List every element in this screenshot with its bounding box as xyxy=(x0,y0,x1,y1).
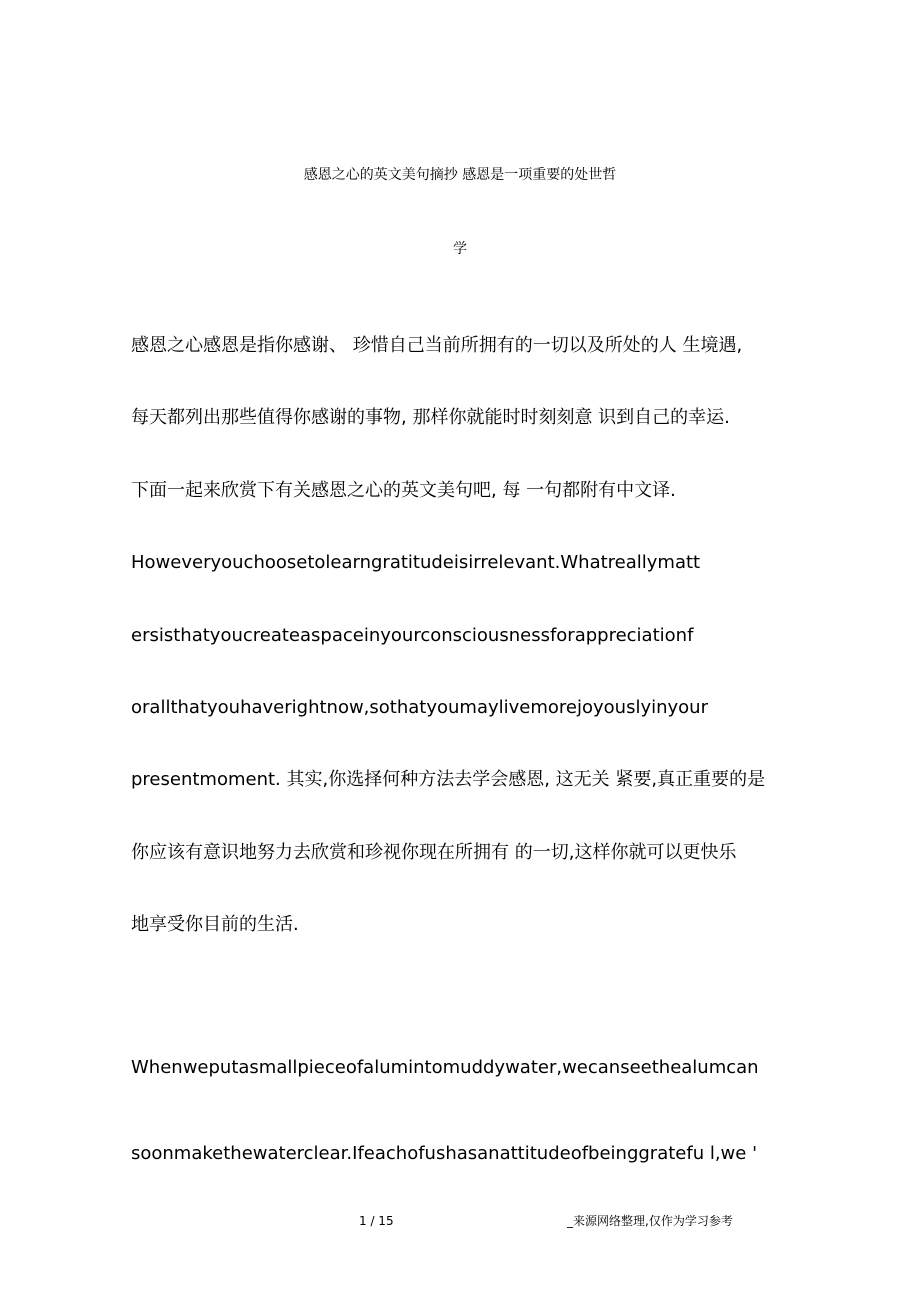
document-title-line-2: 学 xyxy=(453,241,467,257)
body-line: 感恩之心感恩是指你感谢、 珍惜自己当前所拥有的一切以及所处的人 生境遇, xyxy=(131,335,743,356)
body-line: orallthatyouhaverightnow,sothatyoumaylivemorejoyouslyinyour xyxy=(131,697,708,718)
body-line: 地享受你目前的生活. xyxy=(131,914,299,935)
body-line: soonmakethewaterclear.Ifeachofushasanattitudeofbeinggratefu l,we ' xyxy=(131,1143,758,1164)
body-line: presentmoment. 其实,你选择何种方法去学会感恩, 这无关 紧要,真正重要的是 xyxy=(131,769,766,790)
body-line: 每天都列出那些值得你感谢的事物, 那样你就能时时刻刻意 识到自己的幸运. xyxy=(131,407,730,428)
body-line: 你应该有意识地努力去欣赏和珍视你现在所拥有 的一切,这样你就可以更快乐 xyxy=(131,842,737,863)
body-line: Whenweputasmallpieceofalumintomuddywater,wecanseethealumcan xyxy=(131,1057,759,1078)
source-note: _来源网络整理,仅作为学习参考 xyxy=(567,1214,733,1228)
body-line: Howeveryouchoosetolearngratitudeisirrelevant.Whatreallymatt xyxy=(131,552,701,573)
body-line: ersisthatyoucreateaspaceinyourconsciousnessforappreciationf xyxy=(131,625,694,646)
document-title-line-1: 感恩之心的英文美句摘抄 感恩是一项重要的处世哲 xyxy=(303,167,617,183)
body-line: 下面一起来欣赏下有关感恩之心的英文美句吧, 每 一句都附有中文译. xyxy=(131,480,676,501)
page-number: 1 / 15 xyxy=(359,1214,394,1228)
